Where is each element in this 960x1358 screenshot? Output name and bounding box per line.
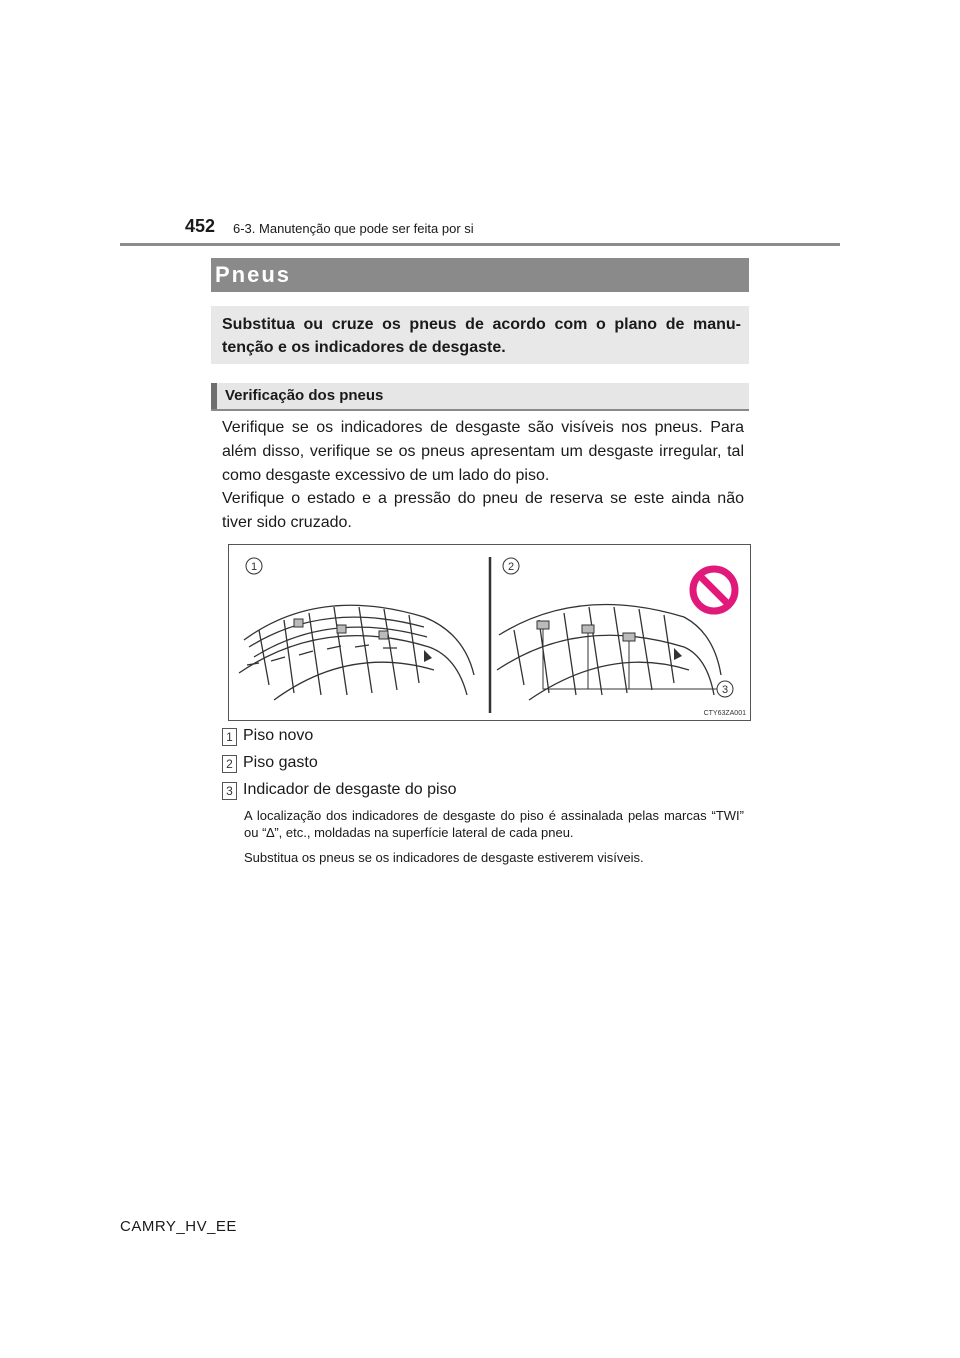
legend-text-2: Piso gasto xyxy=(243,754,318,771)
prohibited-sign-icon xyxy=(693,569,735,611)
figure-code: CTY63ZA001 xyxy=(703,710,746,717)
twi-triangle-mark xyxy=(424,650,432,662)
subsection-header xyxy=(211,383,749,411)
subsection-title: Verificação dos pneus xyxy=(225,387,384,404)
legend-text-1: Piso novo xyxy=(243,727,314,744)
worn-tread-tire xyxy=(497,605,721,700)
header-divider xyxy=(120,243,840,246)
body-paragraph: Verifique o estado e a pressão do pneu de reserva se este ainda não tiver sido cruzado. xyxy=(222,490,744,531)
legend-number-1: 1 xyxy=(222,728,237,746)
subsection-marker xyxy=(211,383,217,409)
summary-box xyxy=(211,306,749,364)
note-paragraph: A localização dos indicadores de desgaste do piso é assinalada pelas marcas “TWI” ou “∆”, etc., moldadas na superfície lateral de cada pneu. xyxy=(244,808,744,840)
callout-1: 1 xyxy=(250,561,258,573)
callout-3: 3 xyxy=(721,684,729,696)
body-paragraph: Verifique se os indicadores de desgaste são visíveis nos pneus. Para além disso, verifique se os pneus apresentam um desgaste irregular, tal como desgaste excessivo de um lado do piso. xyxy=(222,419,744,484)
wear-indicator xyxy=(537,621,549,629)
tread-bar xyxy=(379,631,388,639)
twi-triangle-mark xyxy=(674,648,682,660)
legend-number-2: 2 xyxy=(222,755,237,773)
legend-text-3: Indicador de desgaste do piso xyxy=(243,781,457,798)
note-paragraph: Substitua os pneus se os indicadores de desgaste estiverem visíveis. xyxy=(244,850,644,865)
tread-bar xyxy=(337,625,346,633)
tire-illustration xyxy=(229,545,750,720)
legend-number-3: 3 xyxy=(222,782,237,800)
page-number: 452 xyxy=(185,216,216,236)
footer-model-code: CAMRY_HV_EE xyxy=(120,1218,237,1235)
section-title: Pneus xyxy=(215,262,292,287)
tread-bar xyxy=(294,619,303,627)
new-tread-tire xyxy=(239,605,474,700)
wear-indicator xyxy=(623,633,635,641)
tire-wear-figure xyxy=(228,544,751,721)
wear-indicator xyxy=(582,625,594,633)
summary-text: Substitua ou cruze os pneus de acordo com o plano de manu-tenção e os indicadores de desgaste. xyxy=(222,316,741,356)
section-path: 6-3. Manutenção que pode ser feita por si xyxy=(233,221,474,236)
callout-2: 2 xyxy=(507,561,515,573)
section-title-bar xyxy=(211,258,749,292)
